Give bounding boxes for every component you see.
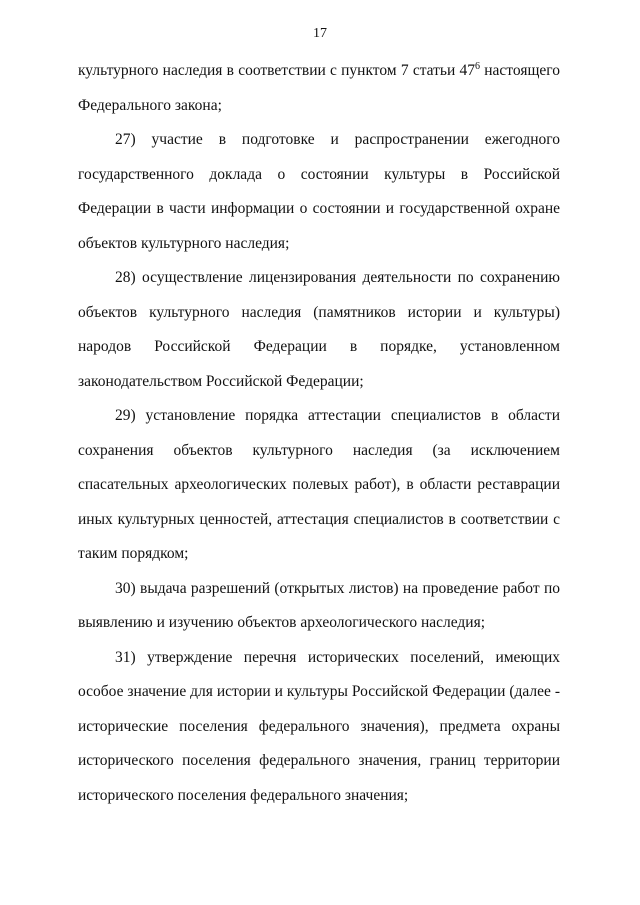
paragraph-item-29: 29) установление порядка аттестации специалистов в области сохранения объектов культурного наследия (за исключением спасательных археологических полевых работ), в области реставрации иных культурных ценностей, аттестация специалистов в соответствии с таким порядком; [78,407,560,562]
paragraph-item-27: 27) участие в подготовке и распространении ежегодного государственного доклада о состоянии культуры в Российской Федерации в части информации о состоянии и государственной охране объектов культурного наследия; [78,131,560,252]
paragraph-item-28: 28) осуществление лицензирования деятельности по сохранению объектов культурного наследия (памятников истории и культуры) народов Российской Федерации в порядке, установленном законодательством Российской Федерации; [78,269,560,390]
paragraph-text: настоящего Федерального закона; [78,62,560,114]
superscript: 6 [475,60,481,72]
document-body [78,54,560,813]
paragraph-item-30: 30) выдача разрешений (открытых листов) на проведение работ по выявлению и изучению объектов археологического наследия; [78,579,560,631]
paragraph-continuation [78,54,560,123]
paragraph-item-31: 31) утверждение перечня исторических поселений, имеющих особое значение для истории и культуры Российской Федерации (далее - исторические поселения федерального значения), предмета охраны исторического поселения федерального значения, границ территории исторического поселения федерального значения; [78,648,560,804]
paragraph-text: культурного наследия в соответствии с пунктом 7 статьи 47 [78,62,476,79]
page-number: 17 [313,26,327,41]
